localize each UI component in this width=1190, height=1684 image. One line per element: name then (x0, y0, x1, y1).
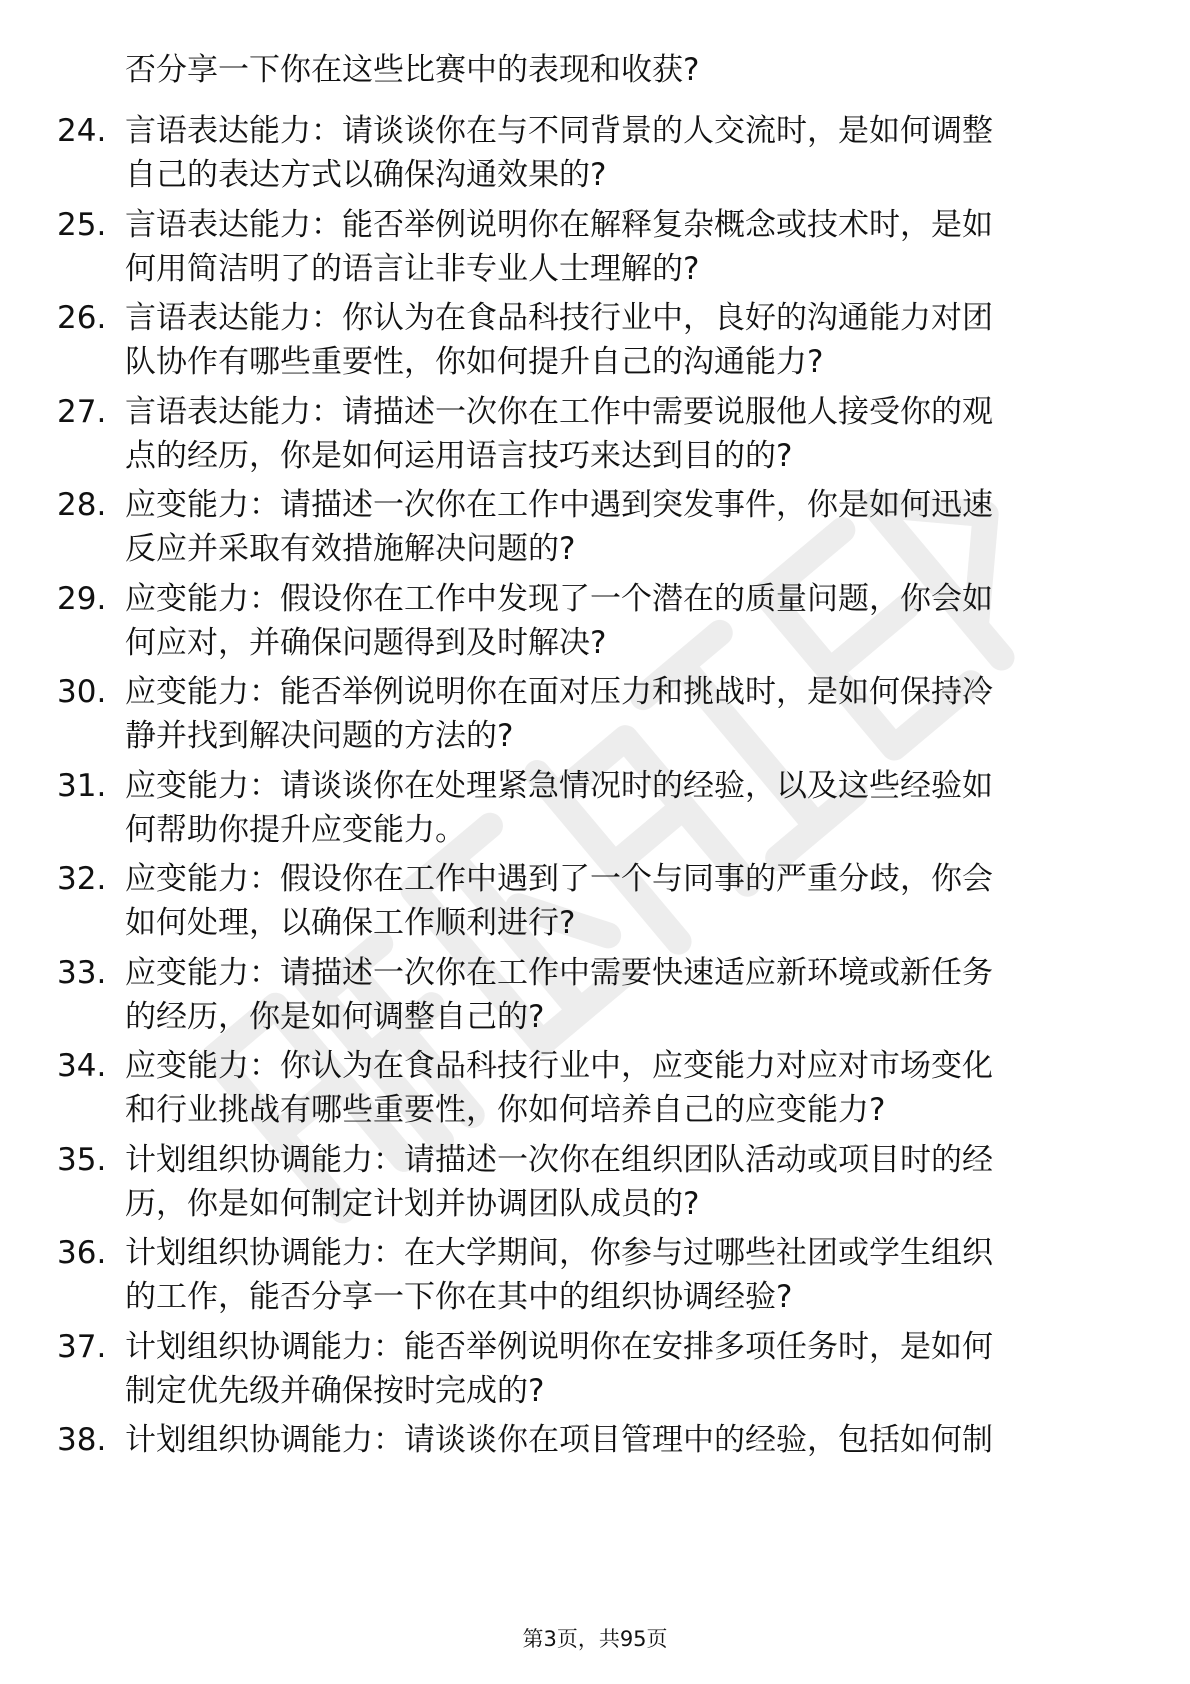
question-text-line: 言语表达能力：请谈谈你在与不同背景的人交流时，是如何调整 (125, 113, 993, 149)
question-text-line: 言语表达能力：请描述一次你在工作中需要说服他人接受你的观 (125, 394, 993, 430)
question-text-line: 制定优先级并确保按时完成的? (125, 1373, 545, 1409)
question-text (125, 1418, 1110, 1462)
question-number: 26. (57, 300, 107, 336)
question-number: 34. (57, 1048, 107, 1084)
question-text-line: 计划组织协调能力：能否举例说明你在安排多项任务时，是如何 (125, 1329, 993, 1365)
question-number: 35. (57, 1142, 107, 1178)
question-text-line: 计划组织协调能力：请谈谈你在项目管理中的经验，包括如何制 (125, 1422, 993, 1458)
question-text-line: 何应对，并确保问题得到及时解决? (125, 625, 607, 661)
question-text-line: 应变能力：请描述一次你在工作中遇到突发事件，你是如何迅速 (125, 487, 993, 523)
question-text-line: 应变能力：你认为在食品科技行业中，应变能力对应对市场变化 (125, 1048, 993, 1084)
question-text-line: 静并找到解决问题的方法的? (125, 718, 514, 754)
question-text-line: 言语表达能力：你认为在食品科技行业中，良好的沟通能力对团 (125, 300, 993, 336)
question-text (125, 670, 1110, 758)
question-number: 27. (57, 394, 107, 430)
question-text (125, 577, 1110, 665)
question-text (125, 1138, 1110, 1226)
question-number: 30. (57, 674, 107, 710)
question-text (125, 483, 1110, 571)
question-text-line: 何帮助你提升应变能力。 (125, 812, 466, 848)
question-text-line: 计划组织协调能力：在大学期间，你参与过哪些社团或学生组织 (125, 1235, 993, 1271)
question-number: 28. (57, 487, 107, 523)
question-text-line: 应变能力：请描述一次你在工作中需要快速适应新环境或新任务 (125, 955, 993, 991)
question-text (125, 109, 1110, 197)
question-text-line: 应变能力：请谈谈你在处理紧急情况时的经验，以及这些经验如 (125, 768, 993, 804)
question-text-line: 的工作，能否分享一下你在其中的组织协调经验? (125, 1279, 793, 1315)
question-number: 38. (57, 1422, 107, 1458)
continuation-line: 否分享一下你在这些比赛中的表现和收获? (125, 52, 700, 88)
question-text (125, 296, 1110, 384)
question-text-line: 的经历，你是如何调整自己的? (125, 999, 545, 1035)
question-text-line: 如何处理，以确保工作顺利进行? (125, 905, 576, 941)
question-number: 36. (57, 1235, 107, 1271)
question-text (125, 203, 1110, 291)
question-number: 24. (57, 113, 107, 149)
question-text-line: 应变能力：假设你在工作中发现了一个潜在的质量问题，你会如 (125, 581, 993, 617)
question-text-line: 应变能力：假设你在工作中遇到了一个与同事的严重分歧，你会 (125, 861, 993, 897)
question-number: 25. (57, 207, 107, 243)
question-text (125, 1044, 1110, 1132)
question-text (125, 1231, 1110, 1319)
question-text (125, 951, 1110, 1039)
question-number: 33. (57, 955, 107, 991)
question-text-line: 计划组织协调能力：请描述一次你在组织团队活动或项目时的经 (125, 1142, 993, 1178)
question-text-line: 应变能力：能否举例说明你在面对压力和挑战时，是如何保持冷 (125, 674, 993, 710)
question-number: 31. (57, 768, 107, 804)
question-text (125, 1325, 1110, 1413)
question-text (125, 857, 1110, 945)
question-number: 37. (57, 1329, 107, 1365)
question-text-line: 历，你是如何制定计划并协调团队成员的? (125, 1186, 700, 1222)
question-text-line: 何用简洁明了的语言让非专业人士理解的? (125, 251, 700, 287)
question-text-line: 队协作有哪些重要性，你如何提升自己的沟通能力? (125, 344, 824, 380)
question-text-line: 和行业挑战有哪些重要性，你如何培养自己的应变能力? (125, 1092, 886, 1128)
question-text-line: 点的经历，你是如何运用语言技巧来达到目的的? (125, 438, 793, 474)
question-number: 29. (57, 581, 107, 617)
page-footer: 第3页，共95页 (522, 1627, 668, 1651)
question-text-line: 反应并采取有效措施解决问题的? (125, 531, 576, 567)
question-number: 32. (57, 861, 107, 897)
question-text (125, 764, 1110, 852)
question-text (125, 390, 1110, 478)
question-text-line: 自己的表达方式以确保沟通效果的? (125, 157, 607, 193)
question-text-line: 言语表达能力：能否举例说明你在解释复杂概念或技术时，是如 (125, 207, 993, 243)
